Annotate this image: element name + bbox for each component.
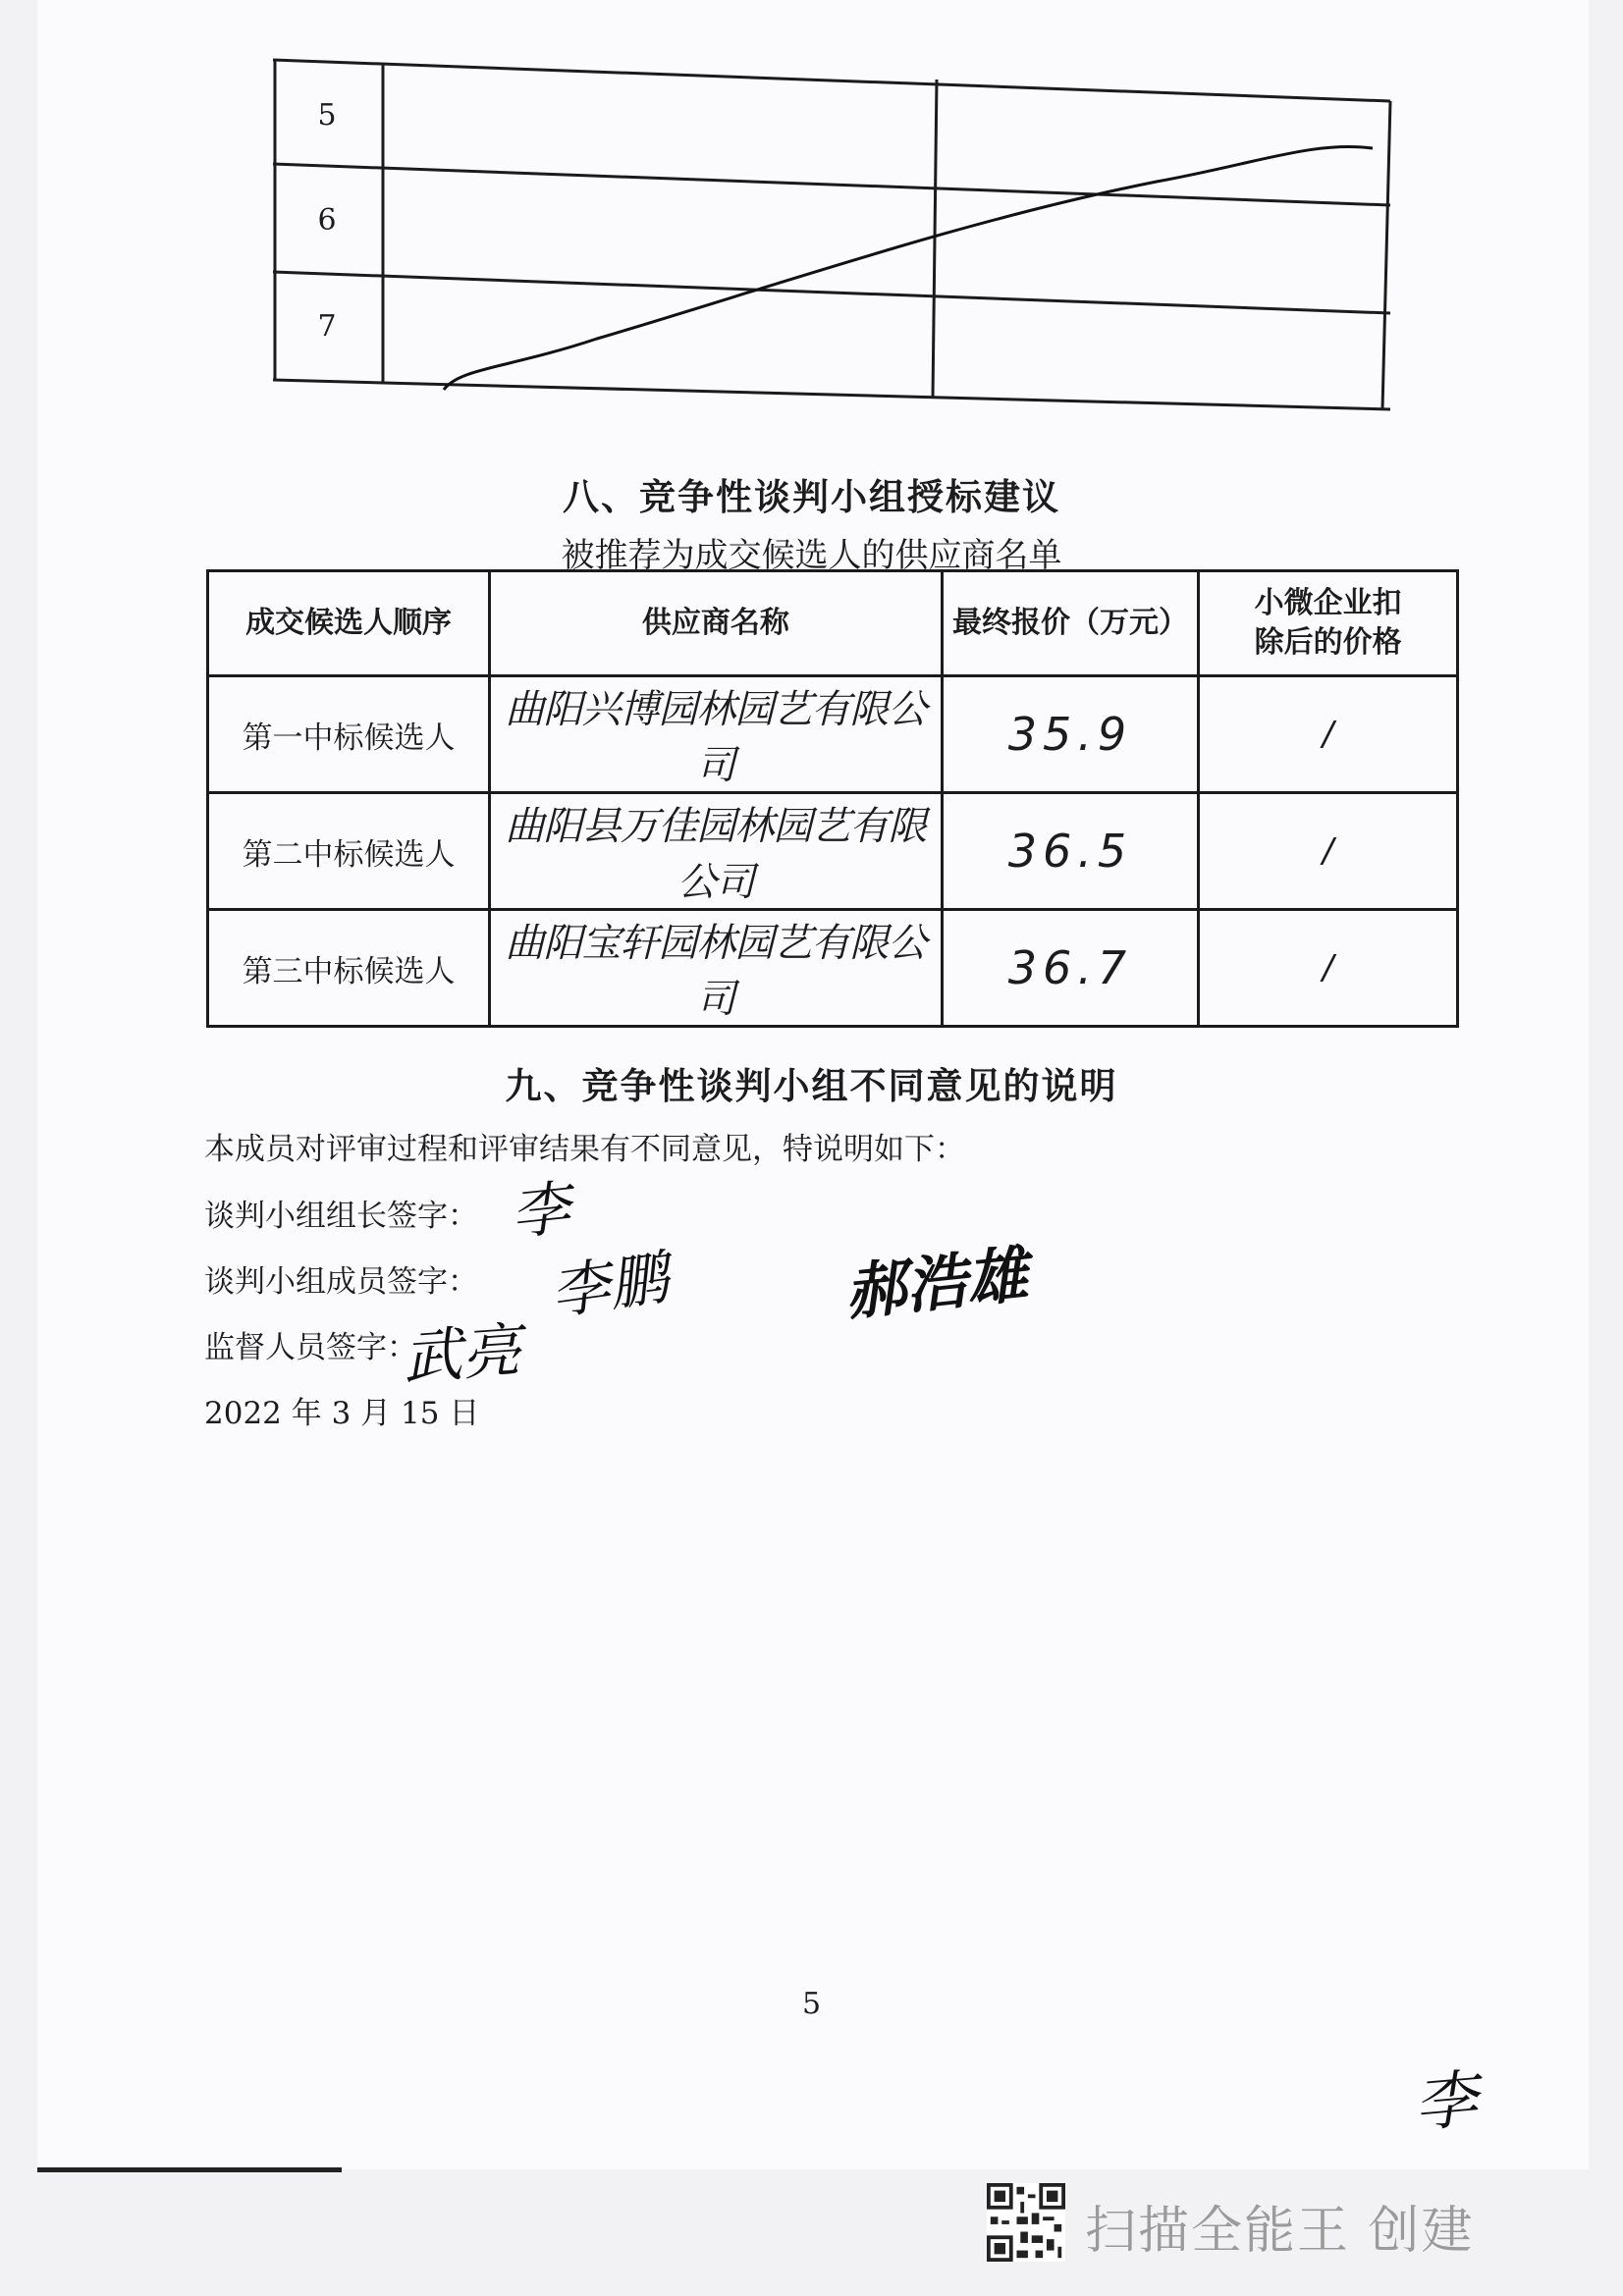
corner-signature: 李 — [1411, 2063, 1481, 2142]
dissent-statement: 本成员对评审过程和评审结果有不同意见，特说明如下： — [204, 1132, 965, 1167]
supplier-cell: 曲阳兴博园林园艺有限公司 — [490, 676, 943, 793]
leader-signature: 李 — [508, 1174, 574, 1249]
price-cell: 36.7 — [942, 910, 1199, 1027]
supervisor-signature: 武亮 — [401, 1315, 523, 1394]
scan-edge-line — [37, 2167, 342, 2172]
discount-cell: / — [1199, 910, 1458, 1027]
strike-through-line — [444, 146, 1373, 390]
price-cell: 36.5 — [942, 793, 1199, 910]
rank-cell: 第一中标候选人 — [208, 676, 490, 793]
discount-cell: / — [1199, 793, 1458, 910]
top-table-grid — [273, 54, 1412, 427]
section-8-subtitle: 被推荐为成交候选人的供应商名单 — [561, 536, 1062, 575]
candidate-table — [206, 569, 1459, 1028]
scanner-brand-text: 扫描全能王 创建 — [1085, 2202, 1475, 2261]
table-row — [208, 910, 1458, 1027]
header-price: 最终报价（万元） — [942, 571, 1199, 676]
header-supplier: 供应商名称 — [490, 571, 943, 676]
supervisor-signature-label: 监督人员签字： — [204, 1330, 417, 1365]
top-continuation-table — [273, 54, 1392, 409]
qr-code-icon — [987, 2183, 1065, 2262]
row-number: 6 — [317, 203, 337, 238]
member-signature-2: 郝浩雄 — [841, 1238, 1031, 1329]
rank-cell: 第三中标候选人 — [208, 910, 490, 1027]
page-number: 5 — [801, 1987, 822, 2021]
row-number: 5 — [317, 98, 337, 133]
rank-cell: 第二中标候选人 — [208, 793, 490, 910]
supplier-cell: 曲阳宝轩园林园艺有限公司 — [490, 910, 943, 1027]
supplier-cell: 曲阳县万佳园林园艺有限公司 — [490, 793, 943, 910]
scanner-watermark — [987, 2181, 1497, 2260]
table-row — [208, 676, 1458, 793]
header-rank: 成交候选人顺序 — [208, 571, 490, 676]
leader-signature-label: 谈判小组组长签字： — [204, 1199, 478, 1234]
member-signature-1: 李鹏 — [546, 1243, 673, 1328]
table-header-row — [208, 571, 1458, 676]
section-9-title: 九、竞争性谈判小组不同意见的说明 — [505, 1064, 1118, 1107]
signing-date: 2022 年 3 月 15 日 — [204, 1396, 480, 1431]
header-discount: 小微企业扣除后的价格 — [1199, 571, 1458, 676]
discount-cell: / — [1199, 676, 1458, 793]
member-signature-label: 谈判小组成员签字： — [204, 1264, 478, 1300]
price-cell: 35.9 — [942, 676, 1199, 793]
section-8-title: 八、竞争性谈判小组授标建议 — [563, 475, 1060, 518]
table-row — [208, 793, 1458, 910]
row-number: 7 — [317, 309, 337, 344]
